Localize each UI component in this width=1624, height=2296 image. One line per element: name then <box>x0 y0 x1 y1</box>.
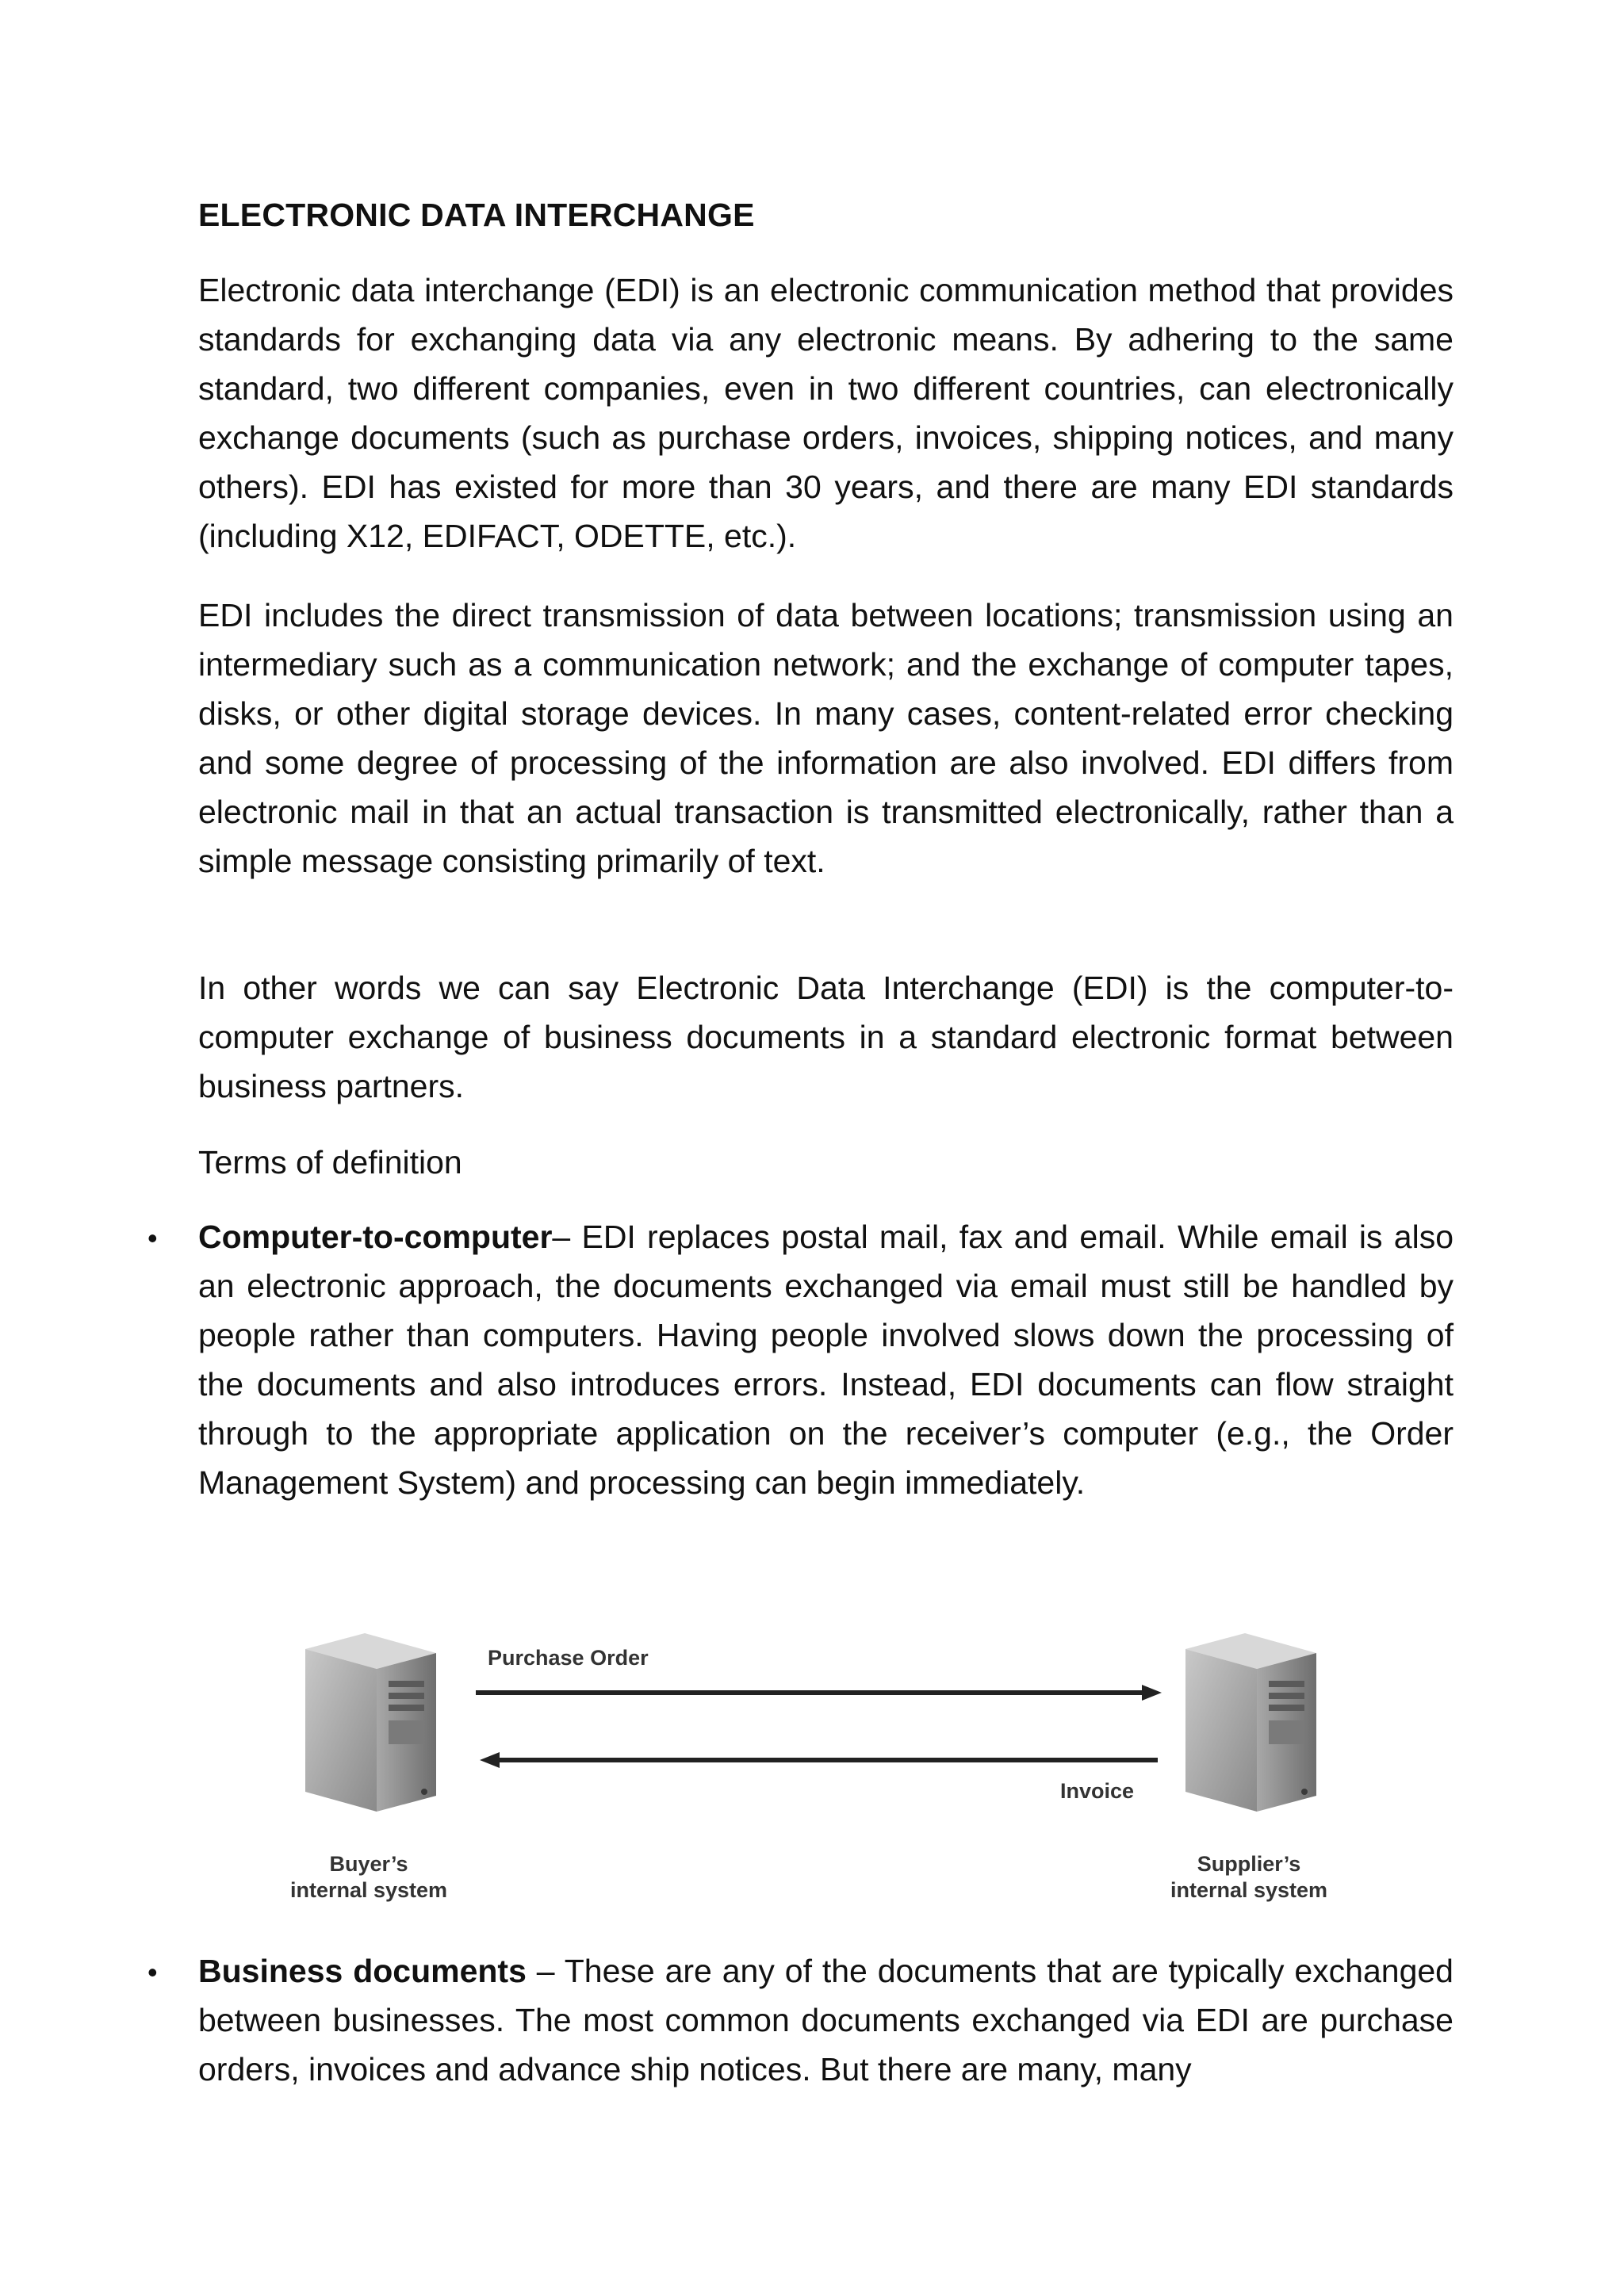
bullet-marker: • <box>147 1956 158 1988</box>
buyer-caption-line2: internal system <box>289 1878 448 1902</box>
paragraph-terms-of-definition: Terms of definition <box>198 1144 462 1181</box>
bullet-body-text: – EDI replaces postal mail, fax and email. While email is also an electronic approach, the documents exchanged via email must still be handled by people rather than computers. Having people involved slows down the processing of the documents and also introduces errors. Instead, EDI documents can flow straight through to the appropriate application on the receiver’s computer (e.g., the Order Management System) and processing can begin immediately. <box>198 1219 1454 1501</box>
invoice-arrow <box>480 1752 1158 1768</box>
supplier-caption-line1: Supplier’s <box>1197 1852 1301 1876</box>
document-title: ELECTRONIC DATA INTERCHANGE <box>198 197 755 233</box>
bullet-business-documents <box>198 1946 1454 2094</box>
supplier-caption-line2: internal system <box>1170 1878 1328 1902</box>
bullet-computer-to-computer <box>198 1212 1454 1507</box>
bullet-lead-term: Business documents <box>198 1953 527 1989</box>
bullet-marker: • <box>147 1222 158 1254</box>
paragraph-edi-definition: Electronic data interchange (EDI) is an electronic communication method that provides standards for exchanging data via any electronic means. By adhering to the same standard, two different companies, even in two different countries, can electronically exchange documents (such as purchase orders, invoices, shipping notices, and many others). EDI has existed for more than 30 years, and there are many EDI standards (including X12, EDIFACT, ODETTE, etc.). <box>198 272 1454 554</box>
supplier-server-icon <box>1185 1633 1316 1812</box>
buyer-server-icon <box>305 1633 436 1812</box>
paragraph-in-other-words: In other words we can say Electronic Data Interchange (EDI) is the computer-to-computer exchange of business documents in a standard electronic format between business partners. <box>198 970 1454 1104</box>
invoice-label: Invoice <box>1059 1779 1134 1803</box>
edi-exchange-diagram <box>270 1609 1380 1927</box>
purchase-order-label: Purchase Order <box>488 1646 649 1670</box>
paragraph-edi-includes: EDI includes the direct transmission of data between locations; transmission using an intermediary such as a communication network; and the exchange of computer tapes, disks, or other digital storage devices. In many cases, content-related error checking and some degree of processing of the information are also involved. EDI differs from electronic mail in that an actual transaction is transmitted electronically, rather than a simple message consisting primarily of text. <box>198 597 1454 879</box>
bullet-body-text: – These are any of the documents that are typically exchanged between businesses. The most common documents exchanged via EDI are purchase orders, invoices and advance ship notices. But there are many, many <box>198 1953 1454 2087</box>
buyer-caption-line1: Buyer’s <box>329 1852 408 1876</box>
purchase-order-arrow <box>476 1685 1162 1701</box>
bullet-lead-term: Computer-to-computer <box>198 1219 553 1255</box>
